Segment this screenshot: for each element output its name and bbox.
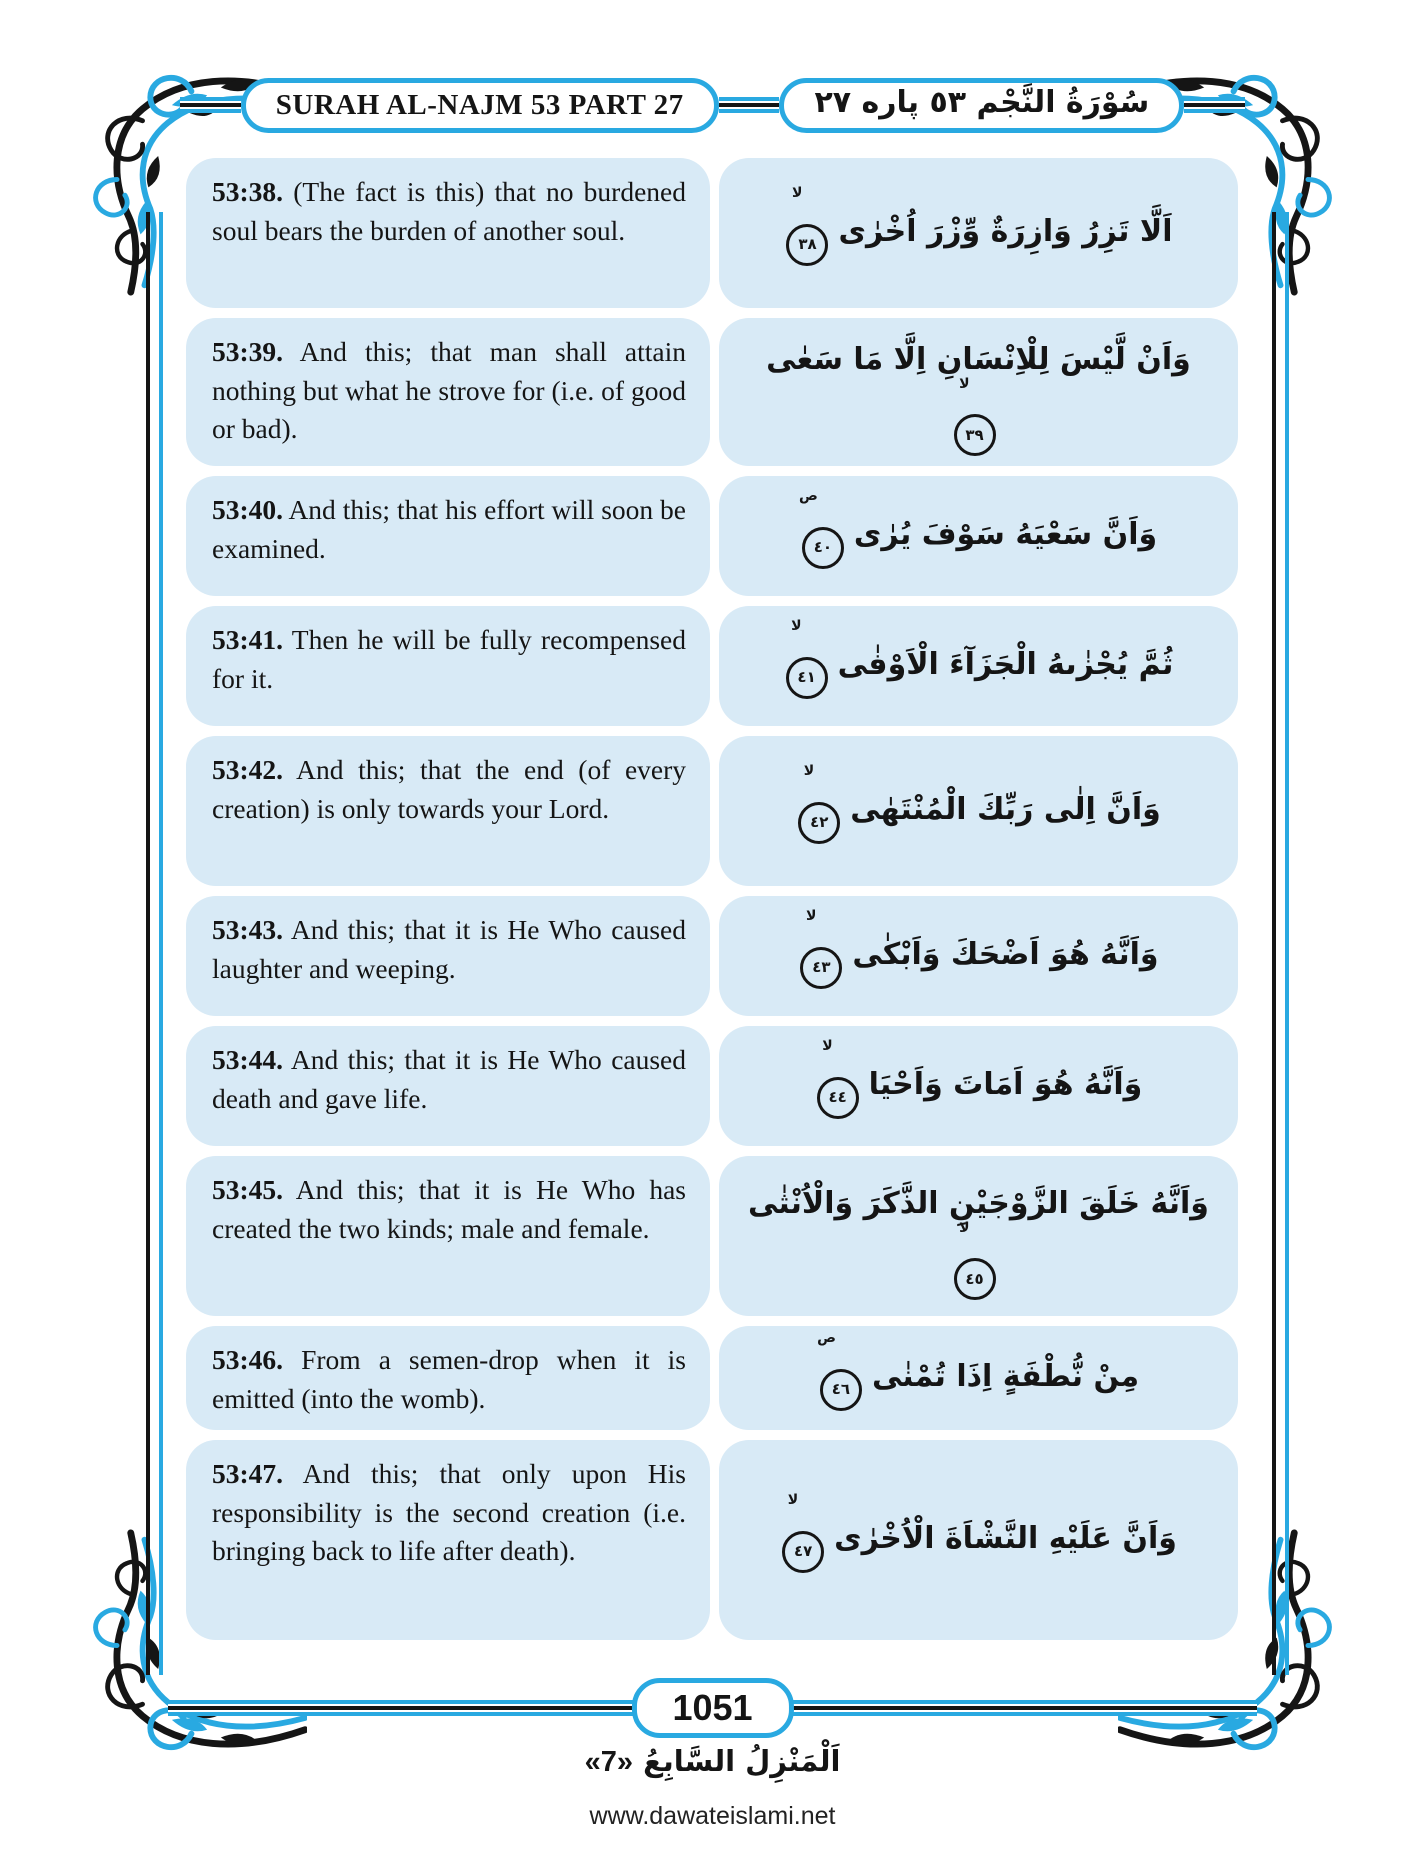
verse-row: [186, 318, 1238, 466]
verse-row: [186, 1326, 1238, 1430]
verse-row: [186, 158, 1238, 308]
verse-translation-box: [186, 896, 710, 1016]
header-divider-band: [719, 97, 780, 113]
verse-translation-box: [186, 1026, 710, 1146]
verse-arabic-text: وَاَنَّهُ هُوَ اَمَاتَ وَاَحْيَا: [868, 1067, 1143, 1103]
verse-end-circle: ٤٠: [802, 527, 844, 569]
waqf-mark: لا: [792, 185, 803, 202]
verse-arabic-text: اَلَّا تَزِرُ وَازِرَةٌ وِّزْرَ اُخْرٰى: [838, 214, 1173, 250]
verse-arabic-text: وَاَنَّ عَلَيْهِ النَّشْاَةَ الْاُخْرٰى: [834, 1521, 1177, 1557]
verse-translation-text: From a semen-drop when it is emitted (into the womb).: [212, 1344, 687, 1414]
waqf-mark: ص: [799, 488, 818, 505]
waqf-mark: لا: [959, 375, 970, 392]
verse-row: [186, 1026, 1238, 1146]
verse-end-circle: ٤٣: [800, 947, 842, 989]
verse-row: [186, 1440, 1238, 1640]
verse-translation-box: [186, 158, 710, 308]
verse-reference: 53:46.: [212, 1344, 284, 1375]
verse-end-marker: [954, 375, 996, 457]
website-link[interactable]: www.dawateislami.net: [589, 1802, 836, 1830]
verse-arabic-box: [719, 1026, 1238, 1146]
verse-reference: 53:38.: [212, 176, 284, 207]
verse-row: [186, 896, 1238, 1016]
verse-arabic-box: [719, 896, 1238, 1016]
verse-arabic-text: وَاَنَّهُ خَلَقَ الزَّوْجَيْنِ الذَّكَرَ وَالْاُنْثٰى: [748, 1185, 1209, 1221]
verse-arabic-text: وَاَنَّ اِلٰى رَبِّكَ الْمُنْتَهٰى: [850, 792, 1161, 828]
verse-reference: 53:41.: [212, 624, 284, 655]
waqf-mark: لا: [959, 1219, 970, 1236]
verse-arabic-text: مِنْ نُّطْفَةٍ اِذَا تُمْنٰى: [871, 1359, 1140, 1395]
verse-end-marker: [798, 763, 840, 844]
verse-arabic-box: [719, 1156, 1238, 1316]
verse-row: [186, 736, 1238, 886]
page-number: 1051: [672, 1687, 753, 1728]
verse-end-marker: [800, 908, 842, 989]
manzil-label: اَلْمَنْزِلُ السَّابِعُ: [643, 1744, 841, 1778]
verse-arabic-text: وَاَنَّ سَعْيَهُ سَوْفَ يُرٰى: [853, 517, 1158, 553]
header-divider-band: [1184, 97, 1245, 113]
verse-reference: 53:42.: [212, 754, 284, 785]
page-number-pill: [631, 1678, 793, 1738]
waqf-mark: لا: [787, 1492, 799, 1509]
verse-translation-box: [186, 606, 710, 726]
verse-arabic-box: [719, 736, 1238, 886]
verse-translation-text: And this; that the end (of every creation) is only towards your Lord.: [212, 754, 687, 824]
verse-translation-text: (The fact is this) that no burdened soul bears the burden of another soul.: [212, 176, 686, 246]
verse-translation-text: And this; that man shall attain nothing but what he strove for (i.e. of good or bad).: [212, 336, 687, 444]
verse-reference: 53:40.: [212, 494, 284, 525]
verse-reference: 53:39.: [212, 336, 284, 367]
verse-translation-box: [186, 1156, 710, 1316]
verse-end-marker: [817, 1330, 862, 1411]
verse-arabic-box: [719, 1326, 1238, 1430]
verse-arabic-box: [719, 1440, 1238, 1640]
surah-title-arabic: سُوْرَةُ النَّجْم ٥٣ پاره ٢٧: [814, 84, 1150, 120]
verse-translation-box: [186, 736, 710, 886]
verse-end-circle: ٤٦: [820, 1369, 862, 1411]
verse-arabic-box: [719, 476, 1238, 596]
verse-row: [186, 1156, 1238, 1316]
verse-translation-text: Then he will be fully recompensed for it.: [212, 624, 686, 694]
right-border-line-blue: [1285, 212, 1289, 1675]
verse-translation-text: And this; that it is He Who caused death and gave life.: [212, 1044, 687, 1114]
right-border-line: [1272, 212, 1276, 1675]
surah-title-english: SURAH AL-NAJM 53 PART 27: [275, 88, 684, 121]
verse-end-marker: [786, 185, 828, 266]
waqf-mark: لا: [805, 908, 817, 925]
verse-reference: 53:45.: [212, 1174, 284, 1205]
verse-arabic-box: [719, 158, 1238, 308]
verse-arabic-text: وَاَنَّهُ هُوَ اَضْحَكَ وَاَبْكٰى: [852, 937, 1159, 973]
verse-translation-text: And this; that his effort will soon be examined.: [212, 494, 687, 564]
verse-end-circle: ٣٨: [786, 224, 828, 266]
verse-translation-text: And this; that it is He Who has created the two kinds; male and female.: [212, 1174, 687, 1244]
surah-title-banner-english: [241, 78, 719, 133]
verse-reference: 53:43.: [212, 914, 284, 945]
waqf-mark: لا: [791, 618, 802, 635]
verse-end-circle: ٤٢: [798, 802, 840, 844]
verse-row: [186, 606, 1238, 726]
waqf-mark: لا: [803, 763, 815, 780]
verse-translation-text: And this; that only upon His responsibility is the second creation (i.e. bringing back to life after death).: [212, 1458, 687, 1566]
verse-translation-text: And this; that it is He Who caused laughter and weeping.: [212, 914, 687, 984]
waqf-mark: ص: [817, 1330, 836, 1347]
verse-translation-box: [186, 318, 710, 466]
verse-arabic-box: [719, 606, 1238, 726]
verse-end-marker: [786, 618, 828, 699]
verse-end-marker: [799, 488, 844, 569]
verse-list: [186, 158, 1238, 1640]
verse-arabic-text: ثُمَّ يُجْزٰىهُ الْجَزَآءَ الْاَوْفٰى: [837, 647, 1174, 683]
verse-end-circle: ٤٥: [954, 1258, 996, 1300]
verse-end-marker: [817, 1038, 859, 1119]
verse-reference: 53:47.: [212, 1458, 284, 1489]
verse-end-circle: ٤٧: [782, 1531, 824, 1573]
verse-end-marker: [954, 1219, 996, 1301]
manzil-number: «7»: [584, 1746, 633, 1778]
verse-end-circle: ٣٩: [954, 414, 996, 456]
left-border-line-blue: [159, 212, 163, 1675]
verse-translation-box: [186, 1440, 710, 1640]
left-border-line: [146, 212, 150, 1675]
verse-arabic-box: [719, 318, 1238, 466]
surah-title-banner-arabic: [779, 78, 1184, 133]
header-divider-band: [180, 97, 241, 113]
manzil-line: [0, 1744, 1425, 1779]
verse-reference: 53:44.: [212, 1044, 284, 1075]
verse-translation-box: [186, 1326, 710, 1430]
waqf-mark: لا: [822, 1038, 833, 1055]
verse-row: [186, 476, 1238, 596]
verse-end-marker: [782, 1492, 824, 1573]
page-header: [180, 72, 1245, 138]
verse-end-circle: ٤٤: [817, 1077, 859, 1119]
verse-translation-box: [186, 476, 710, 596]
verse-end-circle: ٤١: [786, 657, 828, 699]
verse-arabic-text: وَاَنْ لَّيْسَ لِلْاِنْسَانِ اِلَّا مَا سَعٰى: [766, 341, 1191, 377]
